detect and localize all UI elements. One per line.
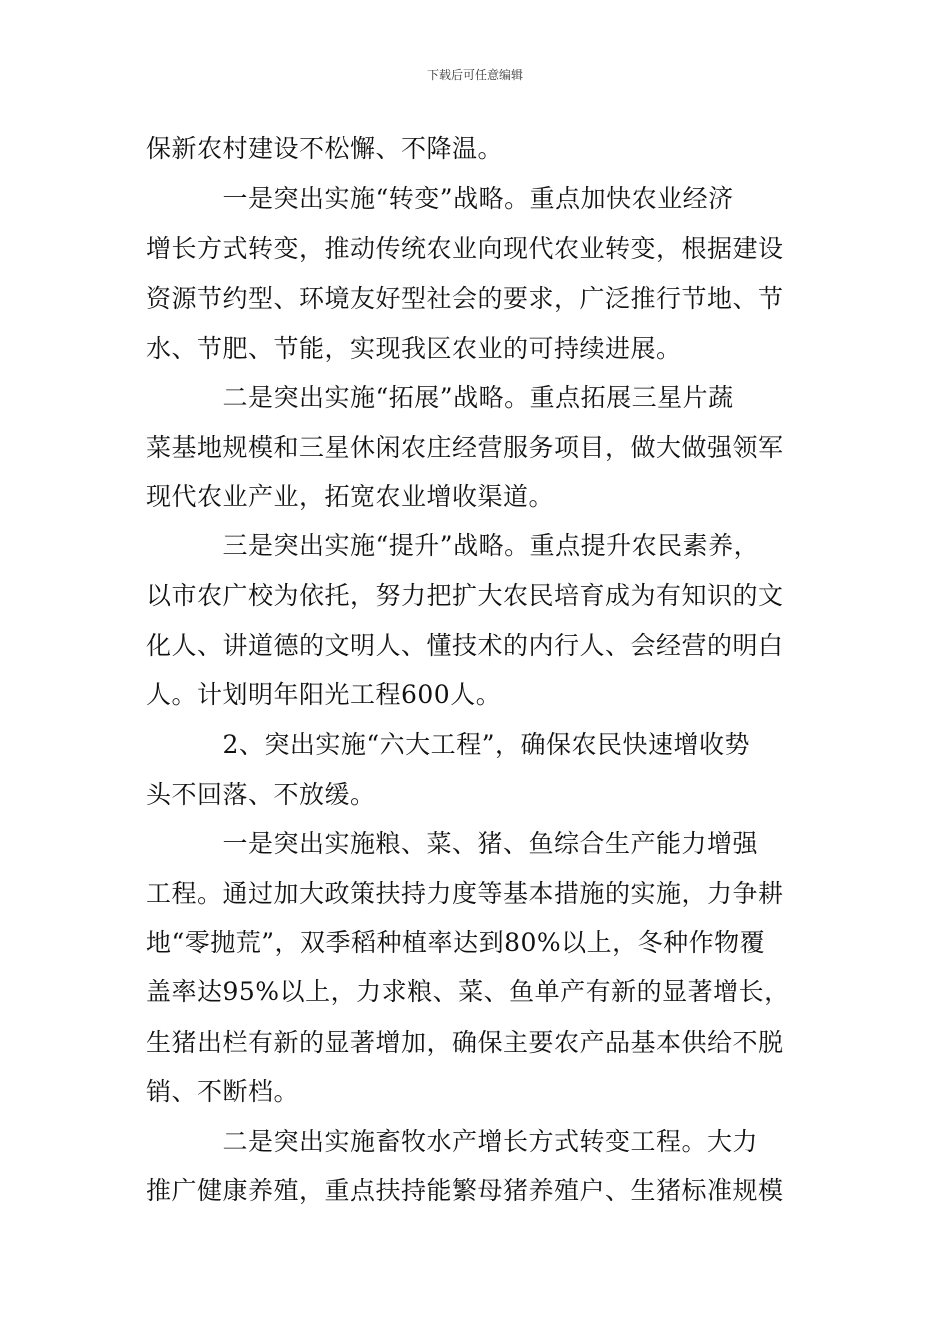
body-line: 保新农村建设不松懈、不降温。 (146, 134, 504, 163)
body-line: 增长方式转变，推动传统农业向现代农业转变，根据建设 (146, 234, 784, 263)
body-line: 一是突出实施粮、菜、猪、鱼综合生产能力增强 (146, 829, 759, 858)
body-line: 菜基地规模和三星休闲农庄经营服务项目，做大做强领军 (146, 433, 784, 462)
body-line: 地“零抛荒”，双季稻种植率达到80%以上，冬种作物覆 (146, 928, 766, 957)
body-line: 以市农广校为依托，努力把扩大农民培育成为有知识的文 (146, 581, 784, 610)
body-line: 化人、讲道德的文明人、懂技术的内行人、会经营的明白 (146, 631, 784, 660)
body-line: 一是突出实施“转变”战略。重点加快农业经济 (146, 184, 734, 213)
body-line: 销、不断档。 (146, 1077, 300, 1106)
body-line: 二是突出实施畜牧水产增长方式转变工程。大力 (146, 1127, 759, 1156)
body-line: 工程。通过加大政策扶持力度等基本措施的实施，力争耕 (146, 879, 784, 908)
body-line: 人。计划明年阳光工程600人。 (146, 680, 502, 709)
body-line: 三是突出实施“提升”战略。重点提升农民素养， (146, 531, 760, 560)
page-header: 下载后可任意编辑 (426, 68, 523, 82)
body-line: 推广健康养殖，重点扶持能繁母猪养殖户、生猪标准规模 (146, 1176, 784, 1205)
body-line: 资源节约型、环境友好型社会的要求，广泛推行节地、节 (146, 284, 784, 313)
body-line: 生猪出栏有新的显著增加，确保主要农产品基本供给不脱 (146, 1028, 784, 1057)
body-line: 水、节肥、节能，实现我区农业的可持续进展。 (146, 334, 682, 363)
body-line: 二是突出实施“拓展”战略。重点拓展三星片蔬 (146, 383, 734, 412)
body-line: 2、突出实施“六大工程”，确保农民快速增收势 (146, 730, 750, 759)
body-line: 盖率达95%以上，力求粮、菜、鱼单产有新的显著增长， (146, 977, 790, 1006)
body-line: 头不回落、不放缓。 (146, 780, 376, 809)
body-line: 现代农业产业，拓宽农业增收渠道。 (146, 482, 555, 511)
